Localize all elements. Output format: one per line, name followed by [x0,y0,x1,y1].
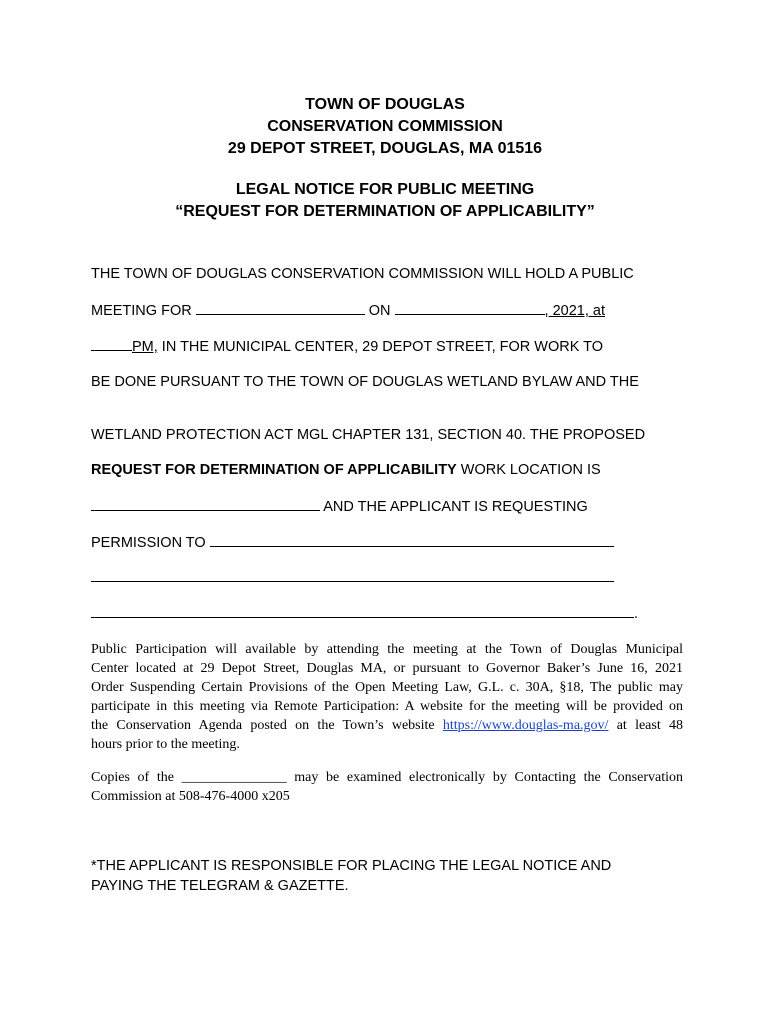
body-line-1: THE TOWN OF DOUGLAS CONSERVATION COMMISSION WILL HOLD A PUBLIC [91,266,634,282]
request-title: “REQUEST FOR DETERMINATION OF APPLICABILITY” [175,203,595,220]
on-label: ON [364,303,395,319]
period-mark: . [634,606,639,622]
participation-line-1: Public Participation will available by attending the meeting at the Town of Douglas Municipal [91,642,683,657]
permission-to-label: PERMISSION TO [91,535,210,551]
applicant-requesting-text: AND THE APPLICANT IS REQUESTING [320,499,588,515]
body-line-3 [91,337,603,356]
copies-blank[interactable]: _______________ [181,770,287,785]
meeting-for-label: MEETING FOR [91,303,196,319]
body-line-6 [91,461,601,479]
copies-paragraph [91,768,683,806]
copies-of-label: Copies of the [91,770,182,785]
municipal-center-text: IN THE MUNICIPAL CENTER, 29 DEPOT STREET, FOR WORK TO [157,339,604,355]
notice-title-block [0,179,770,223]
year-at-label: , 2021, at [544,303,606,319]
rda-bold-text: REQUEST FOR DETERMINATION OF APPLICABILITY [91,462,457,478]
copies-line-2: Commission at 508-476-4000 x205 [91,789,290,804]
public-participation-paragraph [91,640,683,754]
legal-notice-title: LEGAL NOTICE FOR PUBLIC MEETING [235,181,535,198]
town-title: TOWN OF DOUGLAS [305,96,465,113]
body-line-2 [91,301,605,320]
participation-line-4: participate in this meeting via Remote Participation: A website for the meeting will be provided on [91,699,683,714]
pm-label: PM, [132,339,158,355]
participation-line-5 [91,716,683,735]
applicant-notice [91,856,611,896]
at-least-text: at least 48 [608,718,683,733]
body-line-4: BE DONE PURSUANT TO THE TOWN OF DOUGLAS WETLAND BYLAW AND THE [91,374,639,390]
participation-line-2: Center located at 29 Depot Street, Douglas MA, or pursuant to Governor Baker’s June 16, 2021 [91,661,683,676]
permission-blank-1[interactable] [210,533,614,547]
work-location-blank[interactable] [91,497,320,511]
participation-line-3: Order Suspending Certain Provisions of the Open Meeting Law, G.L. c. 30A, §18, The public may [91,680,683,695]
work-location-text: WORK LOCATION IS [456,462,601,478]
meeting-for-blank[interactable] [196,301,365,315]
permission-blank-2[interactable] [91,568,614,582]
header-block [0,94,770,160]
notice-line-2: PAYING THE TELEGRAM & GAZETTE. [91,878,349,894]
meeting-date-blank[interactable] [395,301,545,315]
participation-line-6: hours prior to the meeting. [91,737,240,752]
notice-line-1: *THE APPLICANT IS RESPONSIBLE FOR PLACING THE LEGAL NOTICE AND [91,858,612,874]
address-line: 29 DEPOT STREET, DOUGLAS, MA 01516 [227,140,543,157]
permission-blank-3[interactable] [91,604,634,618]
commission-title: CONSERVATION COMMISSION [267,118,503,135]
body-line-5: WETLAND PROTECTION ACT MGL CHAPTER 131, SECTION 40. THE PROPOSED [91,427,646,443]
body-line-8 [91,533,614,552]
town-website-link[interactable]: https://www.douglas-ma.gov/ [442,718,609,733]
meeting-time-blank[interactable] [91,337,132,351]
body-line-9 [91,568,614,587]
body-line-10 [91,604,638,623]
copies-line-1 [91,768,683,787]
body-line-7 [91,497,588,516]
examined-text: may be examined electronically by Contacting the Conservation [286,770,683,785]
agenda-text: the Conservation Agenda posted on the Town’s website [91,718,443,733]
